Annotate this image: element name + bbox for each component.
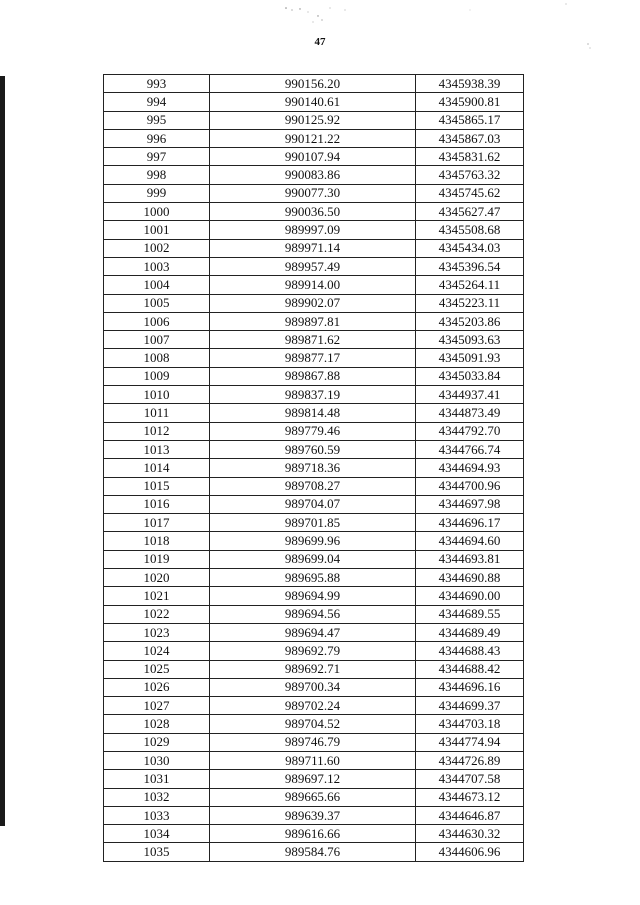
point-number-cell: 1024 — [104, 642, 210, 660]
table-row — [104, 770, 524, 788]
y-coordinate-cell: 4344937.41 — [416, 386, 524, 404]
y-coordinate-cell: 4345865.17 — [416, 111, 524, 129]
x-coordinate-cell: 989867.88 — [210, 367, 416, 385]
x-coordinate-cell: 989746.79 — [210, 733, 416, 751]
point-number-cell: 1026 — [104, 678, 210, 696]
table-row — [104, 587, 524, 605]
table-row — [104, 203, 524, 221]
table-row — [104, 477, 524, 495]
y-coordinate-cell: 4344699.37 — [416, 697, 524, 715]
table-row — [104, 312, 524, 330]
x-coordinate-cell: 989814.48 — [210, 404, 416, 422]
x-coordinate-cell: 990083.86 — [210, 166, 416, 184]
y-coordinate-cell: 4345396.54 — [416, 257, 524, 275]
y-coordinate-cell: 4345091.93 — [416, 349, 524, 367]
y-coordinate-cell: 4345033.84 — [416, 367, 524, 385]
x-coordinate-cell: 989699.04 — [210, 550, 416, 568]
y-coordinate-cell: 4344697.98 — [416, 495, 524, 513]
coordinate-table-body — [104, 75, 524, 862]
table-row — [104, 697, 524, 715]
point-number-cell: 1025 — [104, 660, 210, 678]
x-coordinate-cell: 989616.66 — [210, 825, 416, 843]
point-number-cell: 1006 — [104, 312, 210, 330]
table-row — [104, 184, 524, 202]
x-coordinate-cell: 989708.27 — [210, 477, 416, 495]
table-row — [104, 440, 524, 458]
x-coordinate-cell: 989914.00 — [210, 276, 416, 294]
point-number-cell: 1018 — [104, 532, 210, 550]
x-coordinate-cell: 989711.60 — [210, 751, 416, 769]
y-coordinate-cell: 4344688.42 — [416, 660, 524, 678]
y-coordinate-cell: 4345831.62 — [416, 148, 524, 166]
x-coordinate-cell: 990121.22 — [210, 129, 416, 147]
point-number-cell: 1015 — [104, 477, 210, 495]
x-coordinate-cell: 989997.09 — [210, 221, 416, 239]
y-coordinate-cell: 4345938.39 — [416, 75, 524, 93]
x-coordinate-cell: 989695.88 — [210, 569, 416, 587]
point-number-cell: 1011 — [104, 404, 210, 422]
y-coordinate-cell: 4344690.88 — [416, 569, 524, 587]
page-number: 47 — [314, 36, 326, 48]
point-number-cell: 1010 — [104, 386, 210, 404]
point-number-cell: 1002 — [104, 239, 210, 257]
table-row — [104, 75, 524, 93]
y-coordinate-cell: 4345763.32 — [416, 166, 524, 184]
point-number-cell: 1033 — [104, 806, 210, 824]
table-row — [104, 806, 524, 824]
table-row — [104, 349, 524, 367]
x-coordinate-cell: 990156.20 — [210, 75, 416, 93]
y-coordinate-cell: 4344700.96 — [416, 477, 524, 495]
point-number-cell: 997 — [104, 148, 210, 166]
table-row — [104, 532, 524, 550]
x-coordinate-cell: 989971.14 — [210, 239, 416, 257]
table-row — [104, 166, 524, 184]
x-coordinate-cell: 989584.76 — [210, 843, 416, 861]
y-coordinate-cell: 4344689.49 — [416, 623, 524, 641]
table-row — [104, 715, 524, 733]
point-number-cell: 1032 — [104, 788, 210, 806]
point-number-cell: 1007 — [104, 331, 210, 349]
table-row — [104, 843, 524, 861]
point-number-cell: 1003 — [104, 257, 210, 275]
x-coordinate-cell: 989700.34 — [210, 678, 416, 696]
x-coordinate-cell: 989871.62 — [210, 331, 416, 349]
table-row — [104, 367, 524, 385]
point-number-cell: 1017 — [104, 514, 210, 532]
table-row — [104, 660, 524, 678]
table-row — [104, 459, 524, 477]
y-coordinate-cell: 4344693.81 — [416, 550, 524, 568]
table-row — [104, 825, 524, 843]
point-number-cell: 1021 — [104, 587, 210, 605]
table-row — [104, 514, 524, 532]
x-coordinate-cell: 989902.07 — [210, 294, 416, 312]
table-row — [104, 788, 524, 806]
table-row — [104, 111, 524, 129]
y-coordinate-cell: 4344606.96 — [416, 843, 524, 861]
y-coordinate-cell: 4344873.49 — [416, 404, 524, 422]
y-coordinate-cell: 4344703.18 — [416, 715, 524, 733]
point-number-cell: 995 — [104, 111, 210, 129]
y-coordinate-cell: 4344707.58 — [416, 770, 524, 788]
point-number-cell: 1000 — [104, 203, 210, 221]
table-row — [104, 239, 524, 257]
table-row — [104, 751, 524, 769]
table-row — [104, 605, 524, 623]
table-row — [104, 623, 524, 641]
point-number-cell: 994 — [104, 93, 210, 111]
x-coordinate-cell: 989694.47 — [210, 623, 416, 641]
y-coordinate-cell: 4345627.47 — [416, 203, 524, 221]
x-coordinate-cell: 989897.81 — [210, 312, 416, 330]
point-number-cell: 1035 — [104, 843, 210, 861]
scan-edge-bar — [0, 76, 5, 826]
table-row — [104, 221, 524, 239]
point-number-cell: 1030 — [104, 751, 210, 769]
y-coordinate-cell: 4345900.81 — [416, 93, 524, 111]
point-number-cell: 1027 — [104, 697, 210, 715]
y-coordinate-cell: 4344688.43 — [416, 642, 524, 660]
point-number-cell: 1008 — [104, 349, 210, 367]
y-coordinate-cell: 4344689.55 — [416, 605, 524, 623]
table-row — [104, 422, 524, 440]
point-number-cell: 996 — [104, 129, 210, 147]
y-coordinate-cell: 4345264.11 — [416, 276, 524, 294]
x-coordinate-cell: 990036.50 — [210, 203, 416, 221]
y-coordinate-cell: 4345434.03 — [416, 239, 524, 257]
point-number-cell: 1019 — [104, 550, 210, 568]
point-number-cell: 1022 — [104, 605, 210, 623]
point-number-cell: 1034 — [104, 825, 210, 843]
point-number-cell: 1005 — [104, 294, 210, 312]
point-number-cell: 1004 — [104, 276, 210, 294]
y-coordinate-cell: 4344646.87 — [416, 806, 524, 824]
table-row — [104, 386, 524, 404]
y-coordinate-cell: 4344630.32 — [416, 825, 524, 843]
coordinate-table — [103, 74, 524, 862]
y-coordinate-cell: 4345203.86 — [416, 312, 524, 330]
table-row — [104, 93, 524, 111]
x-coordinate-cell: 989694.56 — [210, 605, 416, 623]
x-coordinate-cell: 990125.92 — [210, 111, 416, 129]
point-number-cell: 1016 — [104, 495, 210, 513]
x-coordinate-cell: 990107.94 — [210, 148, 416, 166]
y-coordinate-cell: 4344766.74 — [416, 440, 524, 458]
x-coordinate-cell: 989837.19 — [210, 386, 416, 404]
y-coordinate-cell: 4344696.17 — [416, 514, 524, 532]
y-coordinate-cell: 4344696.16 — [416, 678, 524, 696]
point-number-cell: 1020 — [104, 569, 210, 587]
x-coordinate-cell: 989704.07 — [210, 495, 416, 513]
point-number-cell: 999 — [104, 184, 210, 202]
table-row — [104, 733, 524, 751]
x-coordinate-cell: 989957.49 — [210, 257, 416, 275]
x-coordinate-cell: 989718.36 — [210, 459, 416, 477]
point-number-cell: 1013 — [104, 440, 210, 458]
table-row — [104, 129, 524, 147]
table-row — [104, 569, 524, 587]
table-row — [104, 495, 524, 513]
point-number-cell: 1009 — [104, 367, 210, 385]
point-number-cell: 998 — [104, 166, 210, 184]
y-coordinate-cell: 4345745.62 — [416, 184, 524, 202]
x-coordinate-cell: 989760.59 — [210, 440, 416, 458]
x-coordinate-cell: 990140.61 — [210, 93, 416, 111]
point-number-cell: 993 — [104, 75, 210, 93]
x-coordinate-cell: 990077.30 — [210, 184, 416, 202]
y-coordinate-cell: 4344792.70 — [416, 422, 524, 440]
x-coordinate-cell: 989697.12 — [210, 770, 416, 788]
point-number-cell: 1028 — [104, 715, 210, 733]
point-number-cell: 1023 — [104, 623, 210, 641]
x-coordinate-cell: 989694.99 — [210, 587, 416, 605]
y-coordinate-cell: 4345867.03 — [416, 129, 524, 147]
x-coordinate-cell: 989665.66 — [210, 788, 416, 806]
y-coordinate-cell: 4344673.12 — [416, 788, 524, 806]
y-coordinate-cell: 4345508.68 — [416, 221, 524, 239]
table-row — [104, 678, 524, 696]
table-row — [104, 550, 524, 568]
y-coordinate-cell: 4345093.63 — [416, 331, 524, 349]
y-coordinate-cell: 4344690.00 — [416, 587, 524, 605]
x-coordinate-cell: 989692.71 — [210, 660, 416, 678]
x-coordinate-cell: 989701.85 — [210, 514, 416, 532]
x-coordinate-cell: 989639.37 — [210, 806, 416, 824]
y-coordinate-cell: 4344694.93 — [416, 459, 524, 477]
point-number-cell: 1014 — [104, 459, 210, 477]
x-coordinate-cell: 989779.46 — [210, 422, 416, 440]
table-row — [104, 331, 524, 349]
y-coordinate-cell: 4344774.94 — [416, 733, 524, 751]
point-number-cell: 1029 — [104, 733, 210, 751]
table-row — [104, 642, 524, 660]
table-row — [104, 148, 524, 166]
point-number-cell: 1031 — [104, 770, 210, 788]
y-coordinate-cell: 4344694.60 — [416, 532, 524, 550]
y-coordinate-cell: 4345223.11 — [416, 294, 524, 312]
table-row — [104, 276, 524, 294]
table-row — [104, 404, 524, 422]
point-number-cell: 1001 — [104, 221, 210, 239]
table-row — [104, 257, 524, 275]
x-coordinate-cell: 989704.52 — [210, 715, 416, 733]
table-row — [104, 294, 524, 312]
x-coordinate-cell: 989702.24 — [210, 697, 416, 715]
x-coordinate-cell: 989692.79 — [210, 642, 416, 660]
point-number-cell: 1012 — [104, 422, 210, 440]
x-coordinate-cell: 989877.17 — [210, 349, 416, 367]
x-coordinate-cell: 989699.96 — [210, 532, 416, 550]
y-coordinate-cell: 4344726.89 — [416, 751, 524, 769]
